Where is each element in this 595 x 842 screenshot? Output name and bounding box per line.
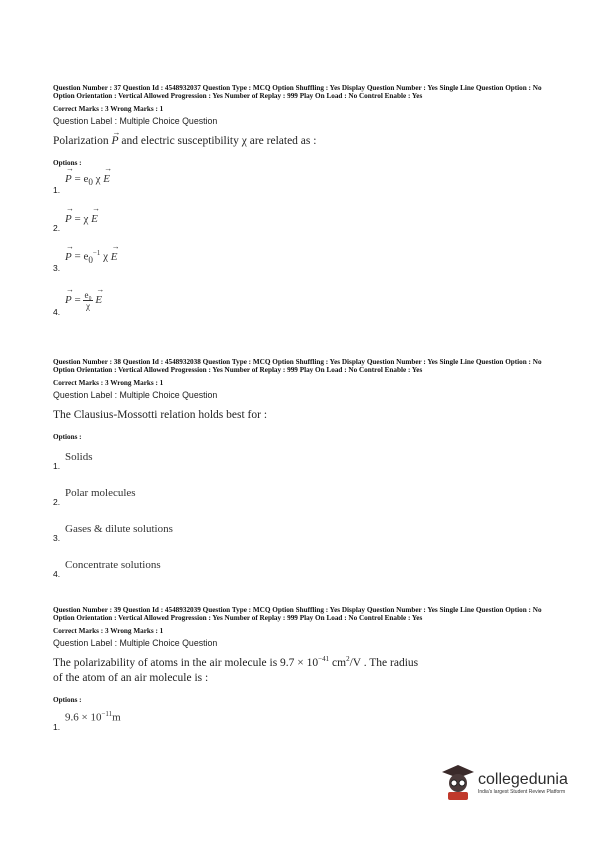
options-heading: Options : [53,432,82,441]
question-marks: Correct Marks : 3 Wrong Marks : 1 [53,378,164,387]
question-39 [53,606,545,736]
option-3[interactable]: 3. Gases & dilute solutions [53,522,173,543]
option-4[interactable]: 4. Concentrate solutions [53,558,161,579]
question-text: The polarizability of atoms in the air molecule is $9.7 \times 10^{-41}$ $cm^2/V$ . The radius of the atom of an air molecule is : [53,654,419,684]
question-label: Question Label : Multiple Choice Question [53,115,218,126]
logo-tagline: India's largest Student Review Platform [478,789,566,795]
options-heading: Options : [53,695,82,704]
logo-name: collegedunia [478,771,568,788]
question-text: The Clausius-Mossotti relation holds best for : [53,408,268,421]
collegedunia-logo [440,763,580,803]
graduate-mascot-icon [440,763,476,803]
option-2[interactable]: 2. Polar molecules [53,486,136,507]
question-label: Question Label : Multiple Choice Question [53,637,218,648]
question-38 [53,358,545,581]
option-1[interactable]: 1. → $P = e_0$ χ → E [53,169,353,195]
question-meta: Question Number : 37 Question Id : 4548932037 Question Type : MCQ Option Shuffling : Yes Display Question Number : Yes Single Line Question Option : No Option Orientation : Vertical Allowed Progression : Yes Number of Replay : 999 Play On Load : No Control Enable : Yes [53,84,542,101]
options-heading: Options : [53,158,82,167]
option-4[interactable]: 4. → P = $\frac{\text{e₀}}{\chi} \to E$ [53,285,353,317]
question-label: Question Label : Multiple Choice Question [53,389,218,400]
question-text: Polarization → P and electric susceptibility χ are related as : [53,134,545,149]
question-marks: Correct Marks : 3 Wrong Marks : 1 [53,626,164,635]
question-meta: Question Number : 38 Question Id : 4548932038 Question Type : MCQ Option Shuffling : Yes Display Question Number : Yes Single Line Question Option : No Option Orientation : Vertical Allowed Progression : Yes Number of Replay : 999 Play On Load : No Control Enable : Yes [53,358,542,375]
option-2[interactable]: 2. → P = χ → E [53,207,353,233]
option-1[interactable]: 1. $9.6 \times 10^{-11}m$ [53,709,121,732]
option-3[interactable]: 3. → $P = e_0^{-1}$ χ → E [53,247,353,273]
question-meta: Question Number : 39 Question Id : 4548932039 Question Type : MCQ Option Shuffling : Yes Display Question Number : Yes Single Line Question Option : No Option Orientation : Vertical Allowed Progression : Yes Number of Replay : 999 Play On Load : No Control Enable : Yes [53,606,542,623]
option-1[interactable]: 1. Solids [53,450,93,471]
question-marks: Correct Marks : 3 Wrong Marks : 1 [53,104,164,113]
question-37 [53,84,545,317]
